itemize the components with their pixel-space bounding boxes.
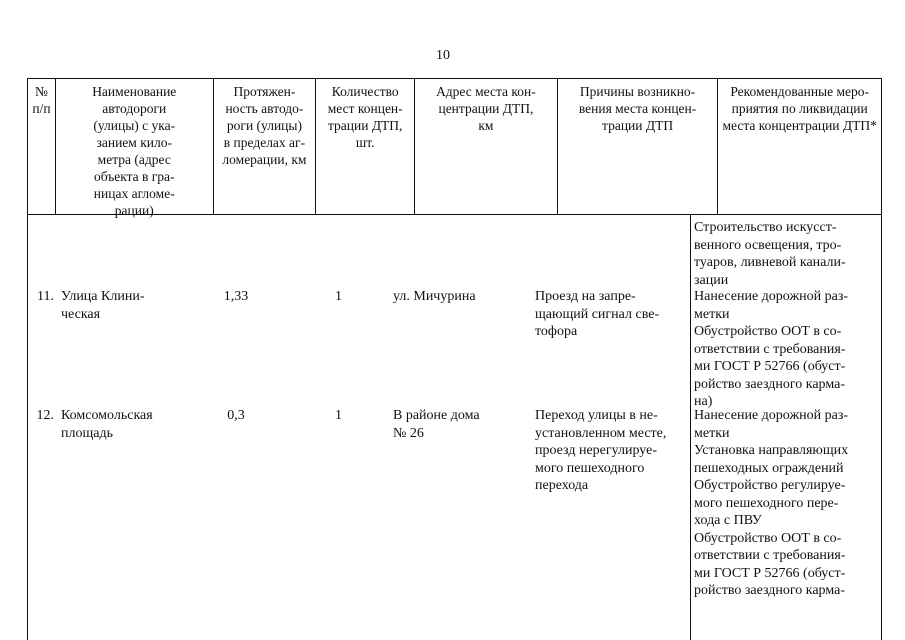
accident-causes: Переход улицы в не- установленном месте, проезд нерегулируе- мого пешеходного перехода bbox=[535, 408, 667, 493]
road-name: Комсомольская площадь bbox=[61, 408, 153, 441]
recommended-measures: Нанесение дорожной раз- метки Обустройство ООТ в со- ответствии с требования- ми ГОСТ Р 52766 (обуст- ройство заездного карма- на) bbox=[694, 289, 849, 409]
recommended-measures: Нанесение дорожной раз- метки Установка направляющих пешеходных ограждений Обустройство регулируе- мого пешеходного пере- хода с ПВУ Обустройство ООТ в со- ответствии с требования- ми ГОСТ Р 52766 (обуст- ройство заездного карма- bbox=[694, 408, 849, 598]
header-road-name: Наименование автодороги (улицы) с ука- занием кило- метра (адрес объекта в гра- ницах агломе- рации) bbox=[56, 79, 214, 214]
header-count: Количество мест концен- трации ДТП, шт. bbox=[316, 79, 415, 214]
road-length: 0,3 bbox=[227, 408, 245, 423]
accident-address: ул. Мичурина bbox=[393, 289, 476, 304]
accident-address: В районе дома № 26 bbox=[393, 408, 480, 441]
column-border bbox=[27, 215, 28, 640]
column-border bbox=[881, 215, 882, 640]
header-measures: Рекомендованные меро- приятия по ликвидации места концентрации ДТП* bbox=[722, 84, 877, 133]
road-name: Улица Клини- ческая bbox=[61, 289, 145, 322]
table-header bbox=[27, 78, 882, 218]
carryover-measures: Строительство искусст- венного освещения, тро- туаров, ливневой канали- зации bbox=[694, 220, 846, 288]
road-length: 1,33 bbox=[223, 289, 249, 304]
header-address: Адрес места кон- центрации ДТП, км bbox=[415, 79, 558, 214]
header-number: № п/п bbox=[28, 79, 56, 214]
accident-count: 1 bbox=[335, 289, 342, 304]
row-number: 11. bbox=[37, 289, 54, 304]
accident-count: 1 bbox=[335, 408, 342, 423]
column-border bbox=[690, 215, 691, 640]
header-length: Протяжен- ность автодо- роги (улицы) в пределах аг- ломерации, км bbox=[214, 79, 317, 214]
page-number: 10 bbox=[436, 48, 450, 63]
accident-causes: Проезд на запре- щающий сигнал све- тофора bbox=[535, 289, 660, 339]
header-causes: Причины возникно- вения места концен- трации ДТП bbox=[558, 79, 719, 214]
row-number: 12. bbox=[36, 408, 54, 423]
